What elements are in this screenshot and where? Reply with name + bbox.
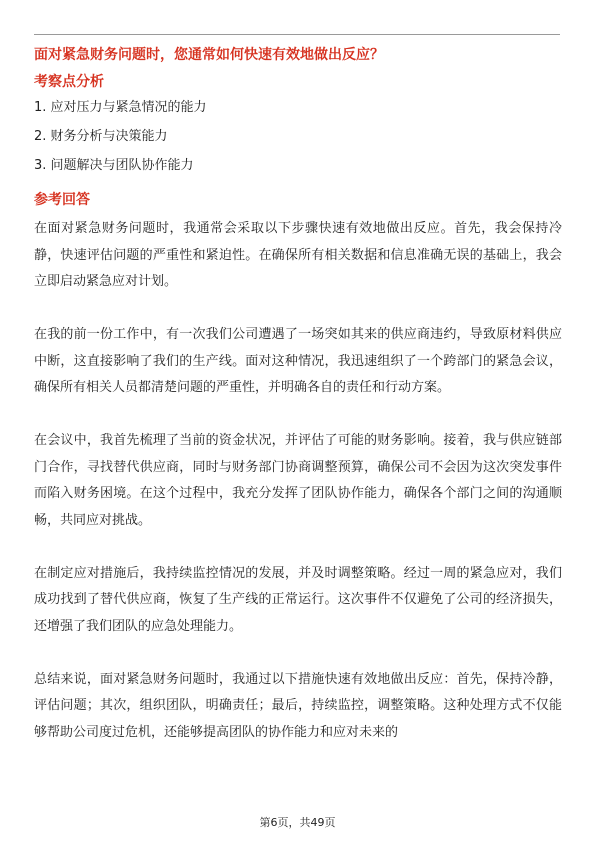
- answer-paragraph: 在我的前一份工作中，有一次我们公司遭遇了一场突如其来的供应商违约，导致原材料供应中断，这直接影响了我们的生产线。面对这种情况，我迅速组织了一个跨部门的紧急会议，确保所有相关人员都清楚问题的严重性，并明确各自的责任和行动方案。: [34, 327, 562, 395]
- top-divider: [34, 34, 560, 35]
- analysis-heading: 考察点分析: [34, 74, 104, 90]
- question-title: 面对紧急财务问题时，您通常如何快速有效地做出反应？: [34, 47, 384, 63]
- page-number: 第6页，共49页: [0, 815, 595, 831]
- analysis-item: 3. 问题解决与团队协作能力: [34, 158, 194, 173]
- answer-heading: 参考回答: [34, 192, 90, 208]
- answer-paragraph: 在制定应对措施后，我持续监控情况的发展，并及时调整策略。经过一周的紧急应对，我们成功找到了替代供应商，恢复了生产线的正常运行。这次事件不仅避免了公司的经济损失，还增强了我们团队的应急处理能力。: [34, 565, 562, 634]
- answer-paragraph: 在面对紧急财务问题时，我通常会采取以下步骤快速有效地做出反应。首先，我会保持冷静，快速评估问题的严重性和紧迫性。在确保所有相关数据和信息准确无误的基础上，我会立即启动紧急应对计划。: [34, 221, 562, 289]
- analysis-item: 2. 财务分析与决策能力: [34, 129, 168, 144]
- answer-paragraph: 在会议中，我首先梳理了当前的资金状况，并评估了可能的财务影响。接着，我与供应链部门合作，寻找替代供应商，同时与财务部门协商调整预算，确保公司不会因为这次突发事件而陷入财务困境。在这个过程中，我充分发挥了团队协作能力，确保各个部门之间的沟通顺畅，共同应对挑战。: [34, 433, 562, 528]
- analysis-item: 1. 应对压力与紧急情况的能力: [34, 100, 207, 115]
- answer-paragraph: 总结来说，面对紧急财务问题时，我通过以下措施快速有效地做出反应：首先，保持冷静，评估问题；其次，组织团队，明确责任；最后，持续监控，调整策略。这种处理方式不仅能够帮助公司度过危机，还能够提高团队的协作能力和应对未来的: [34, 671, 562, 740]
- answer-body: [34, 216, 562, 746]
